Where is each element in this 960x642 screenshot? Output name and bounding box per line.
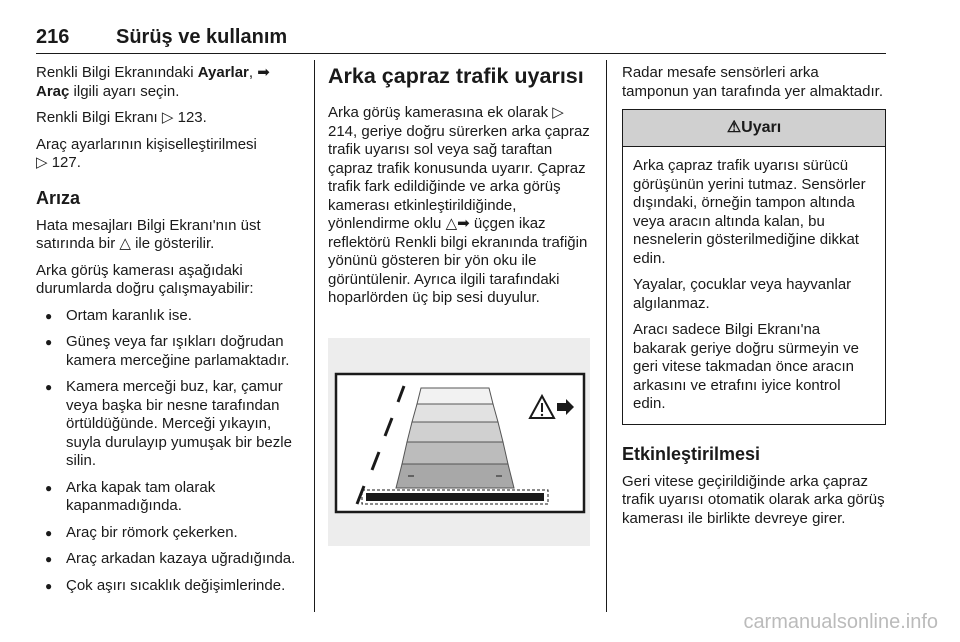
fault-heading: Arıza [36, 187, 81, 208]
warning-paragraph: Aracı sadece Bilgi Ekranı'na bakarak geriye doğru sürmeyin ve geri vitese takmadan önce aracın arkasını ve etrafını iyice kontrol edin. [633, 321, 859, 412]
list-item: ● Araç bir römork çekerken. [36, 524, 302, 543]
list-item: ● Arka kapak tam olarak kapanmadığında. [36, 479, 302, 516]
page-number: 216 [36, 26, 70, 48]
list-item: ● Güneş veya far ışıkları doğrudan kamera merceğine parlamaktadır. [36, 333, 302, 370]
page-ref-icon: ▷ [36, 154, 48, 171]
activation-paragraph: Geri vitese geçirildiğinde arka çapraz trafik uyarısı otomatik olarak arka görüş kamerası ile birlikte devreye girer. [622, 472, 885, 527]
radar-sensors-paragraph: Radar mesafe sensörleri arka tamponun yan tarafında yer almaktadır. [622, 64, 883, 100]
warning-header [623, 110, 885, 147]
warning-paragraph: Arka çapraz trafik uyarısı sürücü görüşünün yerini tutmaz. Sensörler dışındaki, örneğin tampon altında veya aracın altında kalan, bu nesnelerin gösterilmediğine dikkat edin. [633, 157, 866, 267]
list-item: ● Kamera merceği buz, kar, çamur veya başka bir nesne tarafından örtüldüğünde. Merceği yıkayın, suyla durulayıp yumuşak bir bezle silin. [36, 378, 302, 471]
settings-paragraph: Renkli Bilgi Ekranındaki Ayarlar, ➡ Araç ilgili ayarı seçin. [36, 64, 270, 100]
exclamation-dot [541, 413, 543, 415]
page-ref-icon: ▷ [161, 109, 174, 126]
warning-icon: ⚠ [726, 119, 742, 136]
warning-triangle-arrow-icon: △➡ [445, 215, 470, 232]
warning-triangle-icon: △ [119, 235, 131, 252]
vehicle-term: Araç [36, 82, 70, 100]
guide-band [402, 442, 508, 464]
page-ref-icon: ▷ [552, 104, 564, 121]
warning-paragraph: Yayalar, çocuklar veya hayvanlar algılanmaz. [633, 276, 852, 312]
section-heading: Arka çapraz trafik uyarısı [328, 64, 584, 88]
page-header [36, 26, 886, 52]
fault-paragraph: Hata mesajları Bilgi Ekranı'nın üst satırında bir △ ile gösterilir. [36, 216, 261, 252]
list-item: ● Çok aşırı sıcaklık değişimlerinde. [36, 577, 302, 596]
column-left [36, 64, 302, 603]
rear-camera-display-illustration [328, 338, 590, 546]
column-middle [328, 64, 590, 551]
guide-band [417, 388, 493, 404]
bumper-bar [366, 493, 544, 501]
personalization-ref: Araç ayarlarının kişiselleştirilmesi ▷ 127. [36, 135, 257, 171]
info-display-ref: Renkli Bilgi Ekranı ▷ 123. [36, 109, 207, 126]
conditions-list [36, 307, 302, 596]
guide-band [412, 404, 498, 422]
settings-term: Ayarlar [197, 64, 249, 81]
rear-cross-traffic-paragraph: Arka görüş kamerasına ek olarak ▷ 214, geriye doğru sürerken arka çapraz trafik uyarısı sol veya sağ taraftan çapraz trafik konusunda uyarır. Çapraz trafik fark edildiğinde ve arka görüş kamerası etkinleştirildiğinde, yönlendirme oklu △➡ üçgen ikaz reflektörü Renkli bilgi ekranında trafiğin yönünü gösteren bir yön oku ile görüntülenir. Ayrıca ilgili tarafındaki hoparlörden üç bip sesi duyulur. [328, 104, 590, 306]
column-divider-2 [606, 60, 607, 612]
list-item: ● Ortam karanlık ise. [36, 307, 302, 326]
guide-band [407, 422, 503, 442]
warning-body [623, 147, 885, 424]
page-title: Sürüş ve kullanım [116, 26, 288, 48]
camera-conditions-paragraph: Arka görüş kamerası aşağıdaki durumlarda doğru çalışmayabilir: [36, 261, 254, 297]
warning-box [622, 109, 886, 425]
activation-heading: Etkinleştirilmesi [622, 443, 761, 464]
warning-title: Uyarı [741, 119, 782, 136]
column-right [622, 64, 886, 536]
list-item: ● Araç arkadan kazaya uğradığında. [36, 550, 302, 569]
column-divider-1 [314, 60, 315, 612]
watermark: carmanualsonline.info [743, 611, 938, 633]
arrow-right-icon: ➡ [257, 64, 270, 81]
header-rule [36, 53, 886, 54]
